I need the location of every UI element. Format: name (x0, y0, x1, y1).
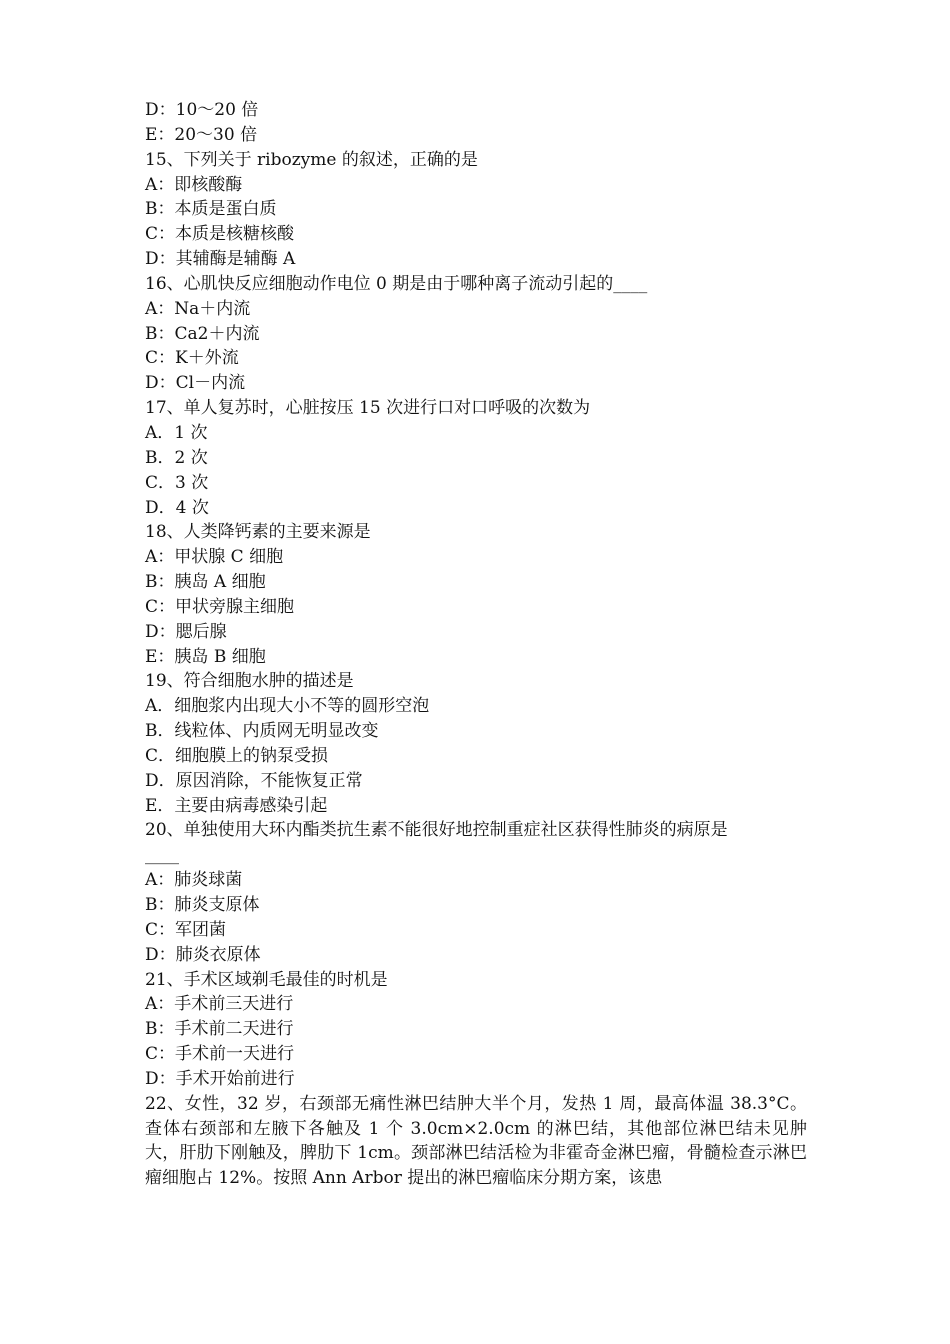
option-line: B：手术前二天进行 (145, 1019, 294, 1040)
question-21: 21、手术区域剃毛最佳的时机是 (145, 969, 388, 990)
option-line: C：军团菌 (145, 919, 227, 940)
option-line: D：其辅酶是辅酶 A (145, 249, 296, 270)
option-line: B．线粒体、内质网无明显改变 (145, 721, 379, 742)
option-line: B：本质是蛋白质 (145, 199, 277, 220)
question-18: 18、人类降钙素的主要来源是 (145, 522, 371, 543)
option-line: C：手术前一天进行 (145, 1044, 295, 1065)
option-line: E．主要由病毒感染引起 (145, 795, 328, 816)
option-line: C．细胞膜上的钠泵受损 (145, 745, 329, 766)
question-17: 17、单人复苏时，心脏按压 15 次进行口对口呼吸的次数为 (145, 398, 591, 419)
question-19: 19、符合细胞水肿的描述是 (145, 671, 354, 692)
option-line: C．3 次 (145, 472, 209, 493)
answer-blank: ____ (145, 845, 179, 866)
option-line: C：K＋外流 (145, 348, 239, 369)
question-20: 20、单独使用大环内酯类抗生素不能很好地控制重症社区获得性肺炎的病原是 (145, 820, 728, 841)
option-line: B：Ca2＋内流 (145, 323, 260, 344)
option-line: D：Cl－内流 (145, 373, 246, 394)
option-line: C：甲状旁腺主细胞 (145, 596, 295, 617)
option-line: B：肺炎支原体 (145, 895, 260, 915)
option-line: A：手术前三天进行 (145, 994, 294, 1015)
question-text-block (145, 98, 807, 1191)
question-16: 16、心肌快反应细胞动作电位 0 期是由于哪种离子流动引起的____ (145, 273, 648, 294)
text-line: E：20～30 倍 (145, 124, 258, 145)
option-line: E：胰岛 B 细胞 (145, 646, 266, 667)
option-line: A：肺炎球菌 (145, 870, 243, 891)
option-line: A：即核酸酶 (145, 174, 243, 195)
option-line: A：甲状腺 C 细胞 (145, 547, 284, 568)
option-line: C：本质是核糖核酸 (145, 224, 295, 245)
option-line: A．细胞浆内出现大小不等的圆形空泡 (145, 696, 430, 717)
option-line: D：腮后腺 (145, 621, 227, 642)
option-line: D：手术开始前进行 (145, 1068, 295, 1089)
question-15: 15、下列关于 ribozyme 的叙述，正确的是 (145, 149, 478, 170)
text-line: D：10～20 倍 (145, 100, 259, 120)
option-line: D：肺炎衣原体 (145, 944, 261, 965)
option-line: D．原因消除，不能恢复正常 (145, 770, 363, 791)
option-line: D．4 次 (145, 497, 209, 518)
option-line: A．1 次 (145, 422, 208, 443)
option-line: B：胰岛 A 细胞 (145, 572, 266, 593)
option-line: B．2 次 (145, 447, 208, 468)
option-line: A：Na＋内流 (145, 298, 251, 319)
question-22: 22、女性，32 岁，右颈部无痛性淋巴结肿大半个月，发热 1 周，最高体温 38.3°C。查体右颈部和左腋下各触及 1 个 3.0cm×2.0cm 的淋巴结，其他部位淋巴结未见肿大，肝肋下刚触及，脾肋下 1cm。颈部淋巴结活检为非霍奇金淋巴瘤，骨髓检查示淋巴瘤细胞占 12%。按照 Ann Arbor 提出的淋巴瘤临床分期方案，该患 (145, 1093, 807, 1189)
